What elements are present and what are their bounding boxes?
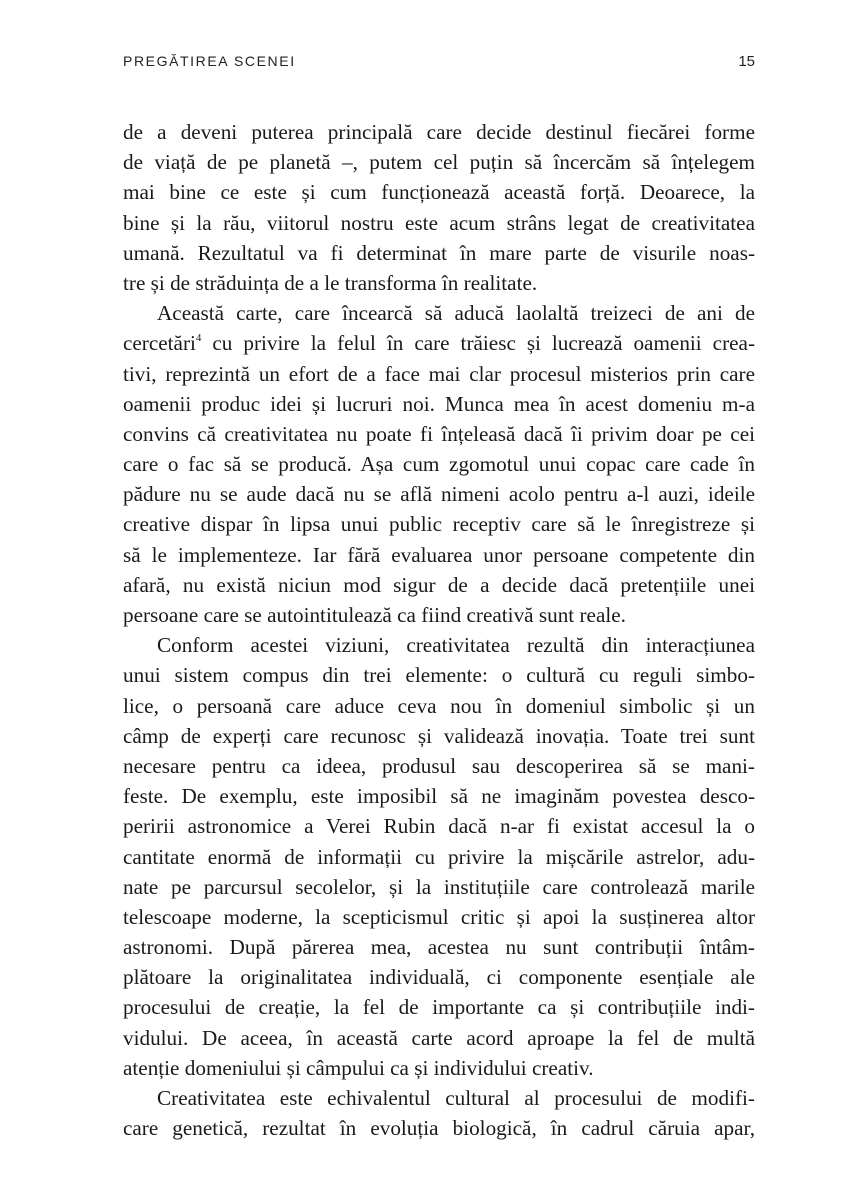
text-line: plătoare la originalitatea individuală, ci componente esențiale ale — [123, 965, 755, 990]
paragraph-3 — [123, 630, 755, 1083]
paragraph-4 — [123, 1083, 755, 1143]
text-line: mai bine ce este și cum funcționează această forță. Deoarece, la — [123, 180, 755, 205]
paragraph-1 — [123, 117, 755, 298]
text-line: persoane care se autointitulează ca fiind creativă sunt reale. — [123, 603, 626, 627]
text-line-with-footnote — [123, 328, 755, 358]
text-line: vidului. De aceea, în această carte acord aproape la fel de multă — [123, 1025, 755, 1050]
text-line: creative dispar în lipsa unui public receptiv care să le înregistreze și — [123, 512, 755, 537]
text-line: care genetică, rezultat în evoluția biologică, în cadrul căruia apar, — [123, 1116, 755, 1141]
text-line: astronomi. După părerea mea, acestea nu sunt contribuții întâm- — [123, 935, 755, 960]
paragraph-2 — [123, 298, 755, 630]
text-line: tivi, reprezintă un efort de a face mai clar procesul misterios prin care — [123, 361, 755, 386]
text-line: Această carte, care încearcă să aducă laolaltă treizeci de ani de — [157, 301, 755, 326]
text-line: pădure nu se aude dacă nu se află nimeni acolo pentru a-l auzi, ideile — [123, 482, 755, 507]
text-line: care o fac să se producă. Așa cum zgomotul unui copac care cade în — [123, 452, 755, 477]
text-line: telescoape moderne, la scepticismul critic și apoi la susținerea altor — [123, 904, 755, 929]
text-line: procesului de creație, la fel de importante ca și contribuțiile indi- — [123, 995, 755, 1020]
text-fragment: cu privire la felul în care trăiesc și lucrează oamenii crea- — [201, 331, 755, 356]
text-line: nate pe parcursul secolelor, și la instituțiile care controlează marile — [123, 874, 755, 899]
text-line: feste. De exemplu, este imposibil să ne imaginăm povestea desco- — [123, 784, 755, 809]
text-line: Creativitatea este echivalentul cultural al procesului de modifi- — [157, 1086, 755, 1110]
text-line: lice, o persoană care aduce ceva nou în domeniul simbolic și un — [123, 693, 755, 718]
text-line: atenție domeniului și câmpului ca și individului creativ. — [123, 1055, 594, 1080]
text-line: să le implementeze. Iar fără evaluarea unor persoane competente din — [123, 542, 755, 567]
text-line: convins că creativitatea nu poate fi înțeleasă dacă îi privim doar pe cei — [123, 421, 755, 446]
text-line: Conform acestei viziuni, creativitatea rezultă din interacțiunea — [157, 633, 755, 658]
footnote-reference[interactable]: 4 — [195, 332, 202, 345]
text-line: cantitate enormă de informații cu privire la mișcările astrelor, adu- — [123, 844, 755, 869]
text-line: bine și la rău, viitorul nostru este acum strâns legat de creativitatea — [123, 210, 755, 235]
text-line: umană. Rezultatul va fi determinat în mare parte de visurile noas- — [123, 240, 755, 265]
text-line: necesare pentru ca ideea, produsul sau descoperirea să se mani- — [123, 753, 755, 778]
text-line: peririi astronomice a Verei Rubin dacă n-ar fi existat accesul la o — [123, 814, 755, 839]
body-text — [123, 117, 755, 1143]
text-line: afară, nu există niciun mod sigur de a decide dacă pretențiile unei — [123, 572, 755, 597]
text-line: tre și de străduința de a le transforma în realitate. — [123, 270, 538, 295]
page-number: 15 — [738, 53, 755, 70]
text-line: de a deveni puterea principală care decide destinul fiecărei forme — [123, 120, 755, 144]
running-head-title: PREGĂTIREA SCENEI — [123, 53, 296, 69]
text-line: de viață de pe planetă –, putem cel puțin să încercăm să înțelegem — [123, 150, 755, 175]
text-fragment: cercetări — [123, 331, 196, 356]
text-line: unui sistem compus din trei elemente: o cultură cu reguli simbo- — [123, 663, 755, 688]
text-line: câmp de experți care recunosc și validează inovația. Toate trei sunt — [123, 723, 755, 748]
text-line: oamenii produc idei și lucruri noi. Munca mea în acest domeniu m-a — [123, 391, 755, 416]
